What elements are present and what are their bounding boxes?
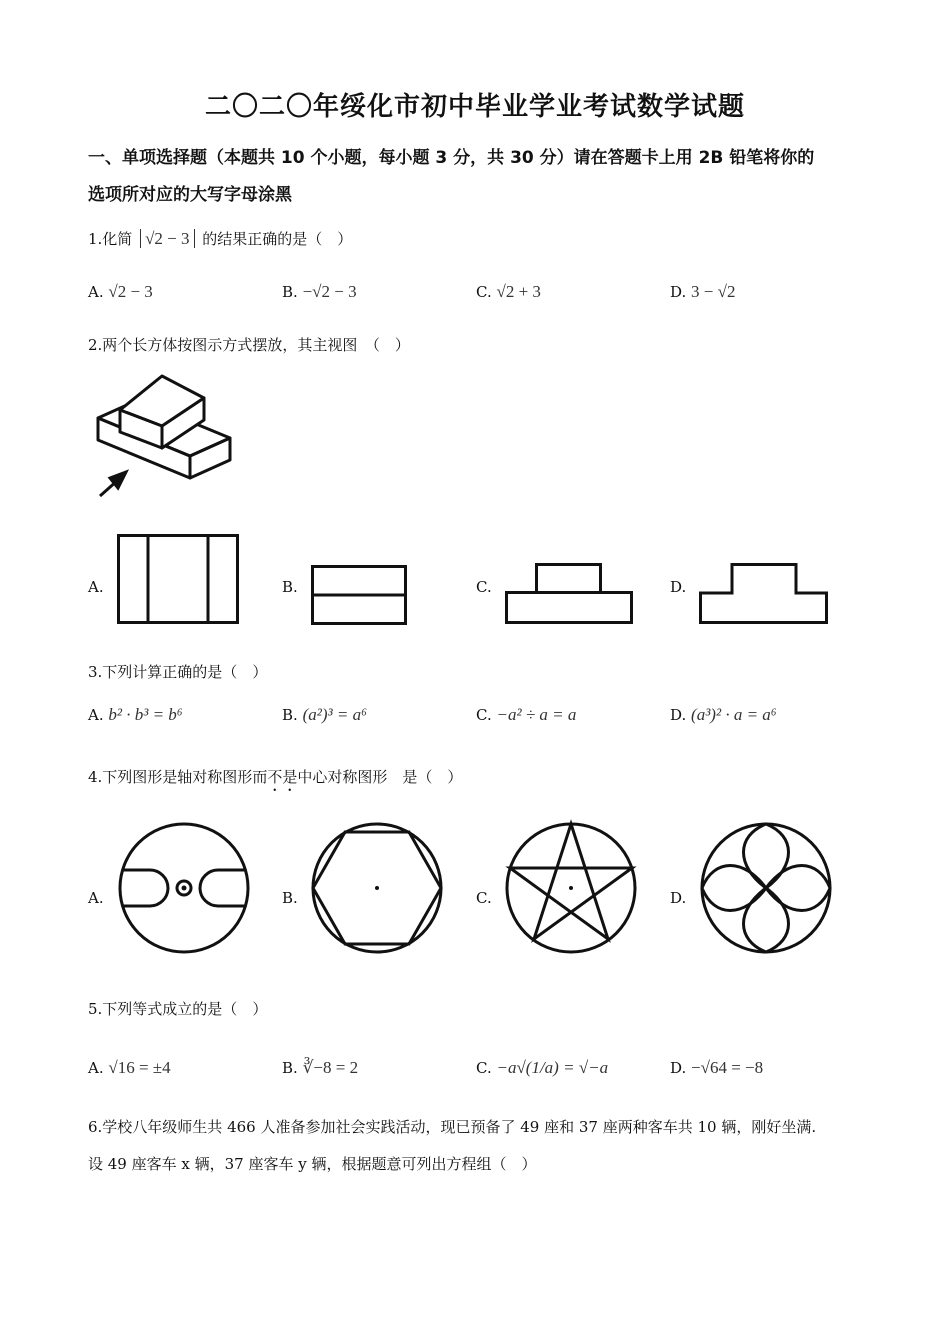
q5-option-c-math: −a√(1/a) = √−a	[496, 1058, 609, 1077]
q2-option-c-figure	[505, 563, 633, 625]
q1-prefix: 1.化简	[88, 230, 133, 248]
section-heading-line2: 选项所对应的大写字母涂黑	[88, 185, 292, 205]
q3-option-b-math: (a²)³ = a⁶	[302, 705, 367, 724]
q1-option-a-math: √2 − 3	[108, 282, 153, 301]
q1-suffix: 的结果正确的是（ ）	[202, 230, 353, 248]
section-heading-line1: 一、单项选择题（本题共 10 个小题，每小题 3 分，共 30 分）请在答题卡上用 2B 铅笔将你的	[88, 148, 815, 168]
q4-option-d-figure	[700, 822, 832, 954]
question-6-line1: 6.学校八年级师生共 466 人准备参加社会实践活动，现已预备了 49 座和 37 座两种客车共 10 辆，刚好坐满.	[88, 1118, 817, 1136]
q5-option-a-math: √16 = ±4	[108, 1058, 171, 1077]
q1-option-c-math: √2 + 3	[496, 282, 541, 301]
q2-option-b-figure	[311, 565, 407, 625]
q3-option-b[interactable]: B. (a²)³ = a⁶	[282, 705, 367, 724]
question-6-line2: 设 49 座客车 x 辆，37 座客车 y 辆，根据题意可列出方程组（ ）	[88, 1155, 537, 1173]
q3-option-d-math: (a³)² · a = a⁶	[691, 705, 777, 724]
q1-expression: √2 − 3	[140, 229, 194, 248]
q2-option-d-figure	[699, 563, 829, 625]
q4-option-c-figure	[505, 822, 637, 954]
q3-option-a-math: b² · b³ = b⁶	[108, 705, 183, 724]
q5-option-c[interactable]: C. −a√(1/a) = √−a	[476, 1058, 609, 1077]
question-5: 5.下列等式成立的是（ ）	[88, 1000, 268, 1018]
q5-option-b-math: ∛−8 = 2	[302, 1058, 359, 1077]
q2-option-d-label[interactable]: D.	[670, 578, 687, 596]
q4-option-d-label[interactable]: D.	[670, 889, 687, 907]
two-boxes-figure	[90, 368, 240, 503]
question-3: 3.下列计算正确的是（ ）	[88, 663, 268, 681]
q3-option-c[interactable]: C. −a² ÷ a = a	[476, 705, 577, 724]
q4-option-a-figure	[118, 822, 250, 954]
q1-option-b-math: −√2 − 3	[302, 282, 357, 301]
q5-option-d[interactable]: D. −√64 = −8	[670, 1058, 764, 1077]
q4-option-b-figure	[311, 822, 443, 954]
q1-option-b[interactable]: B. −√2 − 3	[282, 282, 357, 301]
page-title: 二〇二〇年绥化市初中毕业学业考试数学试题	[204, 92, 745, 122]
q5-option-a[interactable]: A. √16 = ±4	[88, 1058, 171, 1077]
q1-option-d-math: 3 − √2	[691, 282, 736, 301]
q5-option-b[interactable]: B. ∛−8 = 2	[282, 1058, 359, 1077]
q4-option-c-label[interactable]: C.	[476, 889, 492, 907]
q1-option-c[interactable]: C. √2 + 3	[476, 282, 541, 301]
q2-option-a-label[interactable]: A.	[88, 578, 104, 596]
question-2: 2.两个长方体按图示方式摆放，其主视图 （ ）	[88, 336, 410, 354]
q2-option-b-label[interactable]: B.	[282, 578, 298, 596]
q3-option-c-math: −a² ÷ a = a	[496, 705, 577, 724]
q4-emphasis: 不是	[267, 768, 298, 786]
q5-option-d-math: −√64 = −8	[691, 1058, 764, 1077]
q3-option-a[interactable]: A. b² · b³ = b⁶	[88, 705, 183, 724]
q1-option-d[interactable]: D. 3 − √2	[670, 282, 736, 301]
q3-option-d[interactable]: D. (a³)² · a = a⁶	[670, 705, 777, 724]
question-1	[88, 228, 352, 249]
q2-option-a-figure	[117, 534, 239, 624]
q2-option-c-label[interactable]: C.	[476, 578, 492, 596]
q4-option-b-label[interactable]: B.	[282, 889, 298, 907]
question-4: 4.下列图形是轴对称图形而不是中心对称图形 是（ ）	[88, 768, 463, 786]
q4-option-a-label[interactable]: A.	[88, 889, 104, 907]
q1-option-a[interactable]: A. √2 − 3	[88, 282, 153, 301]
